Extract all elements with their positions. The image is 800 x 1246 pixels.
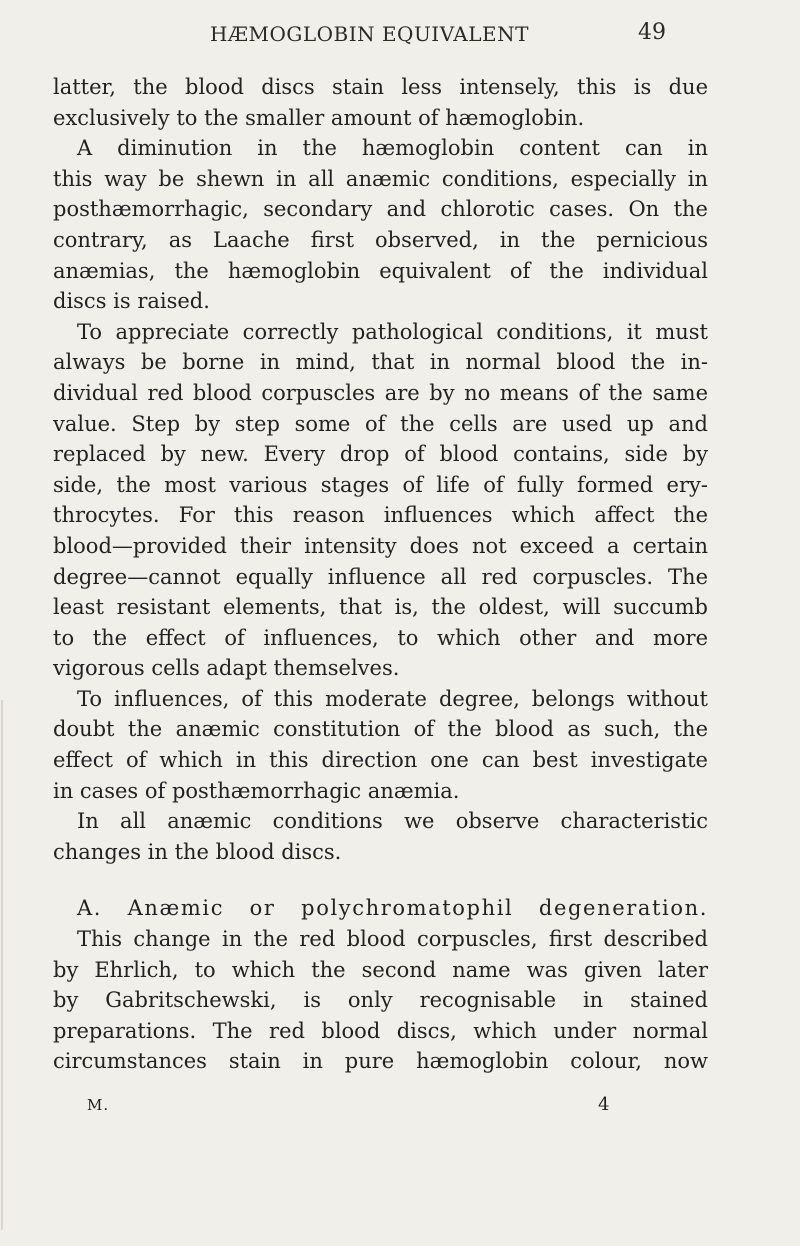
text-line: by Ehrlich, to which the second name was given later (53, 957, 708, 982)
text-line: A diminution in the hæmoglobin content can in (77, 136, 708, 161)
text-line: dividual red blood corpuscles are by no means of the same (53, 380, 708, 405)
text-line: degree—cannot equally influence all red corpuscles. The (53, 564, 708, 589)
text-line: latter, the blood discs stain less intensely, this is due (53, 75, 708, 99)
text-line: posthæmorrhagic, secondary and chlorotic cases. On the (53, 197, 708, 222)
text-line: this way be shewn in all anæmic conditions, especially in (53, 166, 708, 191)
text-line: To influences, of this moderate degree, belongs without (77, 686, 708, 711)
text-line: preparations. The red blood discs, which under normal (53, 1018, 708, 1043)
text-line: This change in the red blood corpuscles, first described (77, 927, 708, 952)
text-line: contrary, as Laache first observed, in the pernicious (53, 227, 708, 252)
text-line: doubt the anæmic constitution of the blood as such, the (53, 717, 708, 742)
text-line: To appreciate correctly pathological conditions, it must (77, 319, 708, 344)
text-line: always be borne in mind, that in normal blood the in- (53, 350, 708, 375)
text-line: side, the most various stages of life of fully formed ery- (53, 472, 708, 497)
text-line: value. Step by step some of the cells are used up and (53, 411, 708, 436)
text-line: by Gabritschewski, is only recognisable in stained (53, 988, 708, 1013)
text-line: anæmias, the hæmoglobin equivalent of the individual (53, 258, 708, 283)
page-edge-shadow (1, 700, 3, 1230)
text-line: to the effect of influences, to which other and more (53, 625, 708, 650)
text-line: least resistant elements, that is, the oldest, will succumb (53, 595, 708, 620)
folio-number: 4 (598, 1094, 610, 1115)
text-line: blood—provided their intensity does not exceed a certain (53, 533, 708, 558)
text-line: vigorous cells adapt themselves. (53, 656, 400, 681)
signature-mark: M. (87, 1096, 110, 1114)
section-heading: A. Anæmic or polychromatophil degeneration. (77, 896, 708, 921)
page-number: 49 (638, 20, 666, 45)
text-line: discs is raised. (53, 289, 210, 314)
text-line: changes in the blood discs. (53, 839, 342, 864)
text-line: replaced by new. Every drop of blood contains, side by (53, 442, 708, 467)
text-line: effect of which in this direction one can best investigate (53, 748, 708, 773)
text-line: In all anæmic conditions we observe characteristic (77, 809, 708, 834)
text-line: exclusively to the smaller amount of hæmoglobin. (53, 105, 585, 130)
running-head: HÆMOGLOBIN EQUIVALENT (210, 22, 529, 46)
text-line: in cases of posthæmorrhagic anæmia. (53, 778, 460, 803)
body-text (53, 72, 708, 1077)
text-line: throcytes. For this reason influences which affect the (53, 503, 708, 528)
text-line: circumstances stain in pure hæmoglobin colour, now (53, 1049, 708, 1074)
